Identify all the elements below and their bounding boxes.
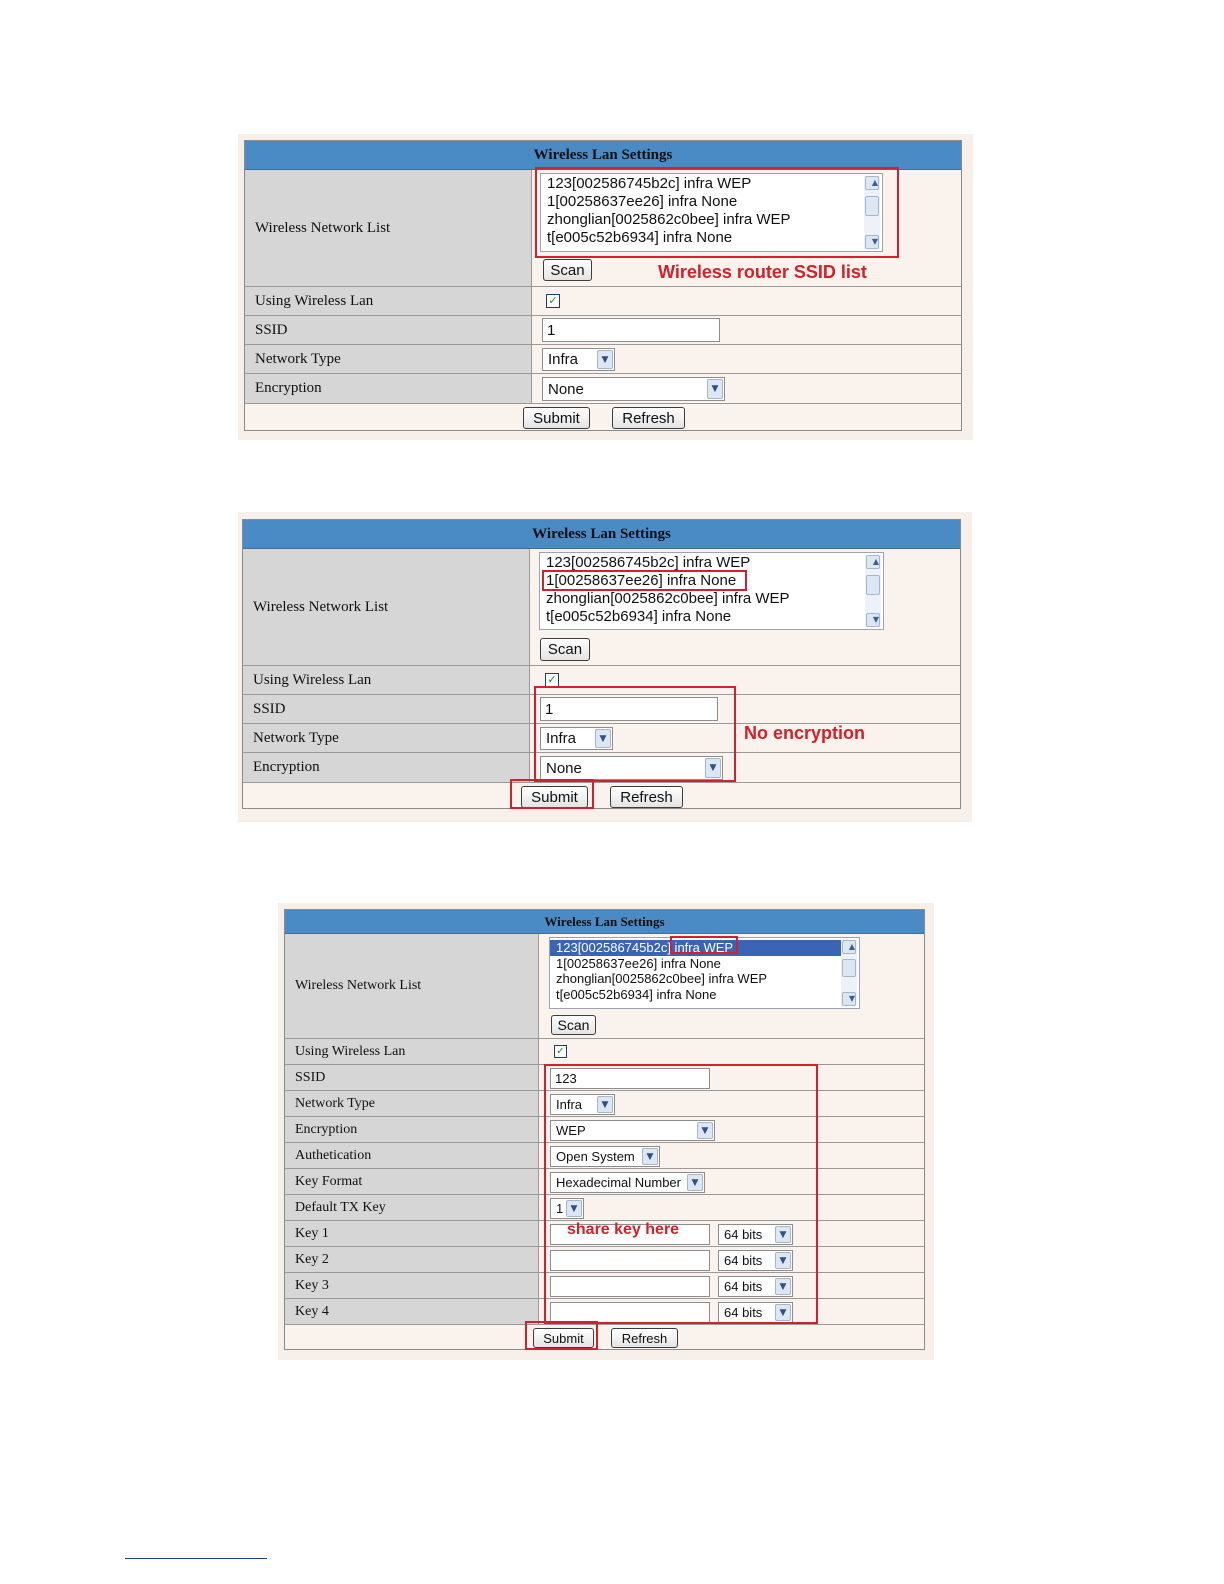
select-value: None bbox=[546, 759, 582, 777]
chevron-down-icon[interactable]: ▼ bbox=[865, 235, 879, 249]
highlight-settings bbox=[544, 1064, 818, 1324]
row-using-wireless bbox=[285, 1038, 924, 1064]
chevron-up-icon[interactable]: ▲ bbox=[865, 176, 879, 190]
network-list[interactable] bbox=[539, 552, 884, 630]
value-using-wireless bbox=[532, 287, 961, 315]
label-network-type: Network Type bbox=[245, 345, 532, 373]
table-header: Wireless Lan Settings bbox=[243, 520, 960, 549]
list-item[interactable]: 1[00258637ee26] infra None bbox=[546, 572, 737, 589]
submit-button[interactable]: Submit bbox=[523, 407, 590, 429]
chevron-down-icon[interactable]: ▼ bbox=[842, 992, 856, 1006]
highlight-selected-network bbox=[542, 570, 747, 591]
label-using-wireless: Using Wireless Lan bbox=[285, 1039, 539, 1064]
network-type-select[interactable] bbox=[542, 348, 615, 371]
label-network-list: Wireless Network List bbox=[285, 934, 539, 1038]
scan-button[interactable]: Scan bbox=[551, 1015, 596, 1035]
chevron-down-icon[interactable]: ▼ bbox=[775, 1304, 791, 1321]
label-encryption: Encryption bbox=[243, 753, 530, 782]
list-item-selected[interactable]: 123[002586745b2c] infra WEP bbox=[550, 940, 841, 956]
chevron-down-icon[interactable]: ▼ bbox=[866, 613, 880, 627]
label-key-4: Key 4 bbox=[285, 1299, 539, 1324]
value-network-list bbox=[530, 549, 960, 665]
refresh-button[interactable]: Refresh bbox=[610, 786, 683, 808]
label-network-type: Network Type bbox=[285, 1091, 539, 1116]
highlight-ssid-list bbox=[535, 167, 899, 258]
highlight-submit bbox=[510, 779, 594, 809]
select-value: Infra bbox=[548, 351, 579, 368]
label-key-1: Key 1 bbox=[285, 1221, 539, 1246]
highlight-submit bbox=[525, 1321, 598, 1350]
footnote-rule bbox=[125, 1558, 267, 1559]
chevron-down-icon[interactable]: ▼ bbox=[595, 729, 611, 748]
label-encryption: Encryption bbox=[245, 374, 532, 403]
chevron-down-icon[interactable]: ▼ bbox=[687, 1174, 703, 1191]
label-key-3: Key 3 bbox=[285, 1273, 539, 1298]
check-icon: ✓ bbox=[556, 1046, 565, 1057]
list-item[interactable]: 123[002586745b2c] infra WEP bbox=[547, 175, 752, 192]
select-value: Infra bbox=[546, 730, 577, 747]
list-item[interactable]: t[e005c52b6934] infra None bbox=[547, 229, 733, 246]
chevron-down-icon[interactable]: ▼ bbox=[566, 1200, 582, 1217]
label-encryption: Encryption bbox=[285, 1117, 539, 1142]
label-using-wireless: Using Wireless Lan bbox=[245, 287, 532, 315]
row-using-wireless bbox=[245, 286, 961, 315]
list-item[interactable]: t[e005c52b6934] infra None bbox=[546, 608, 732, 625]
chevron-down-icon[interactable]: ▼ bbox=[597, 1096, 613, 1113]
encryption-select[interactable] bbox=[542, 377, 725, 401]
list-item[interactable]: 1[00258637ee26] infra None bbox=[556, 955, 721, 971]
screenshot-3 bbox=[278, 903, 934, 1360]
label-ssid: SSID bbox=[285, 1065, 539, 1090]
value-network-type bbox=[532, 345, 961, 373]
chevron-up-icon[interactable]: ▲ bbox=[842, 940, 856, 954]
label-ssid: SSID bbox=[243, 695, 530, 723]
scrollbar[interactable] bbox=[865, 555, 881, 627]
list-item[interactable]: zhonglian[0025862c0bee] infra WEP bbox=[546, 590, 790, 607]
row-encryption bbox=[245, 373, 961, 403]
label-ssid: SSID bbox=[245, 316, 532, 344]
label-default-tx-key: Default TX Key bbox=[285, 1195, 539, 1220]
row-network-list bbox=[243, 549, 960, 665]
chevron-down-icon[interactable]: ▼ bbox=[597, 350, 613, 369]
screenshot-2 bbox=[238, 512, 972, 822]
chevron-down-icon[interactable]: ▼ bbox=[775, 1278, 791, 1295]
scroll-thumb[interactable] bbox=[842, 959, 856, 977]
chevron-down-icon[interactable]: ▼ bbox=[707, 379, 723, 399]
chevron-down-icon[interactable]: ▼ bbox=[705, 758, 721, 778]
value-encryption bbox=[532, 374, 961, 403]
scan-button[interactable]: Scan bbox=[543, 259, 592, 281]
select-value: 64 bits bbox=[724, 1305, 763, 1320]
label-using-wireless: Using Wireless Lan bbox=[243, 666, 530, 694]
label-key-2: Key 2 bbox=[285, 1247, 539, 1272]
ssid-input[interactable]: 123 bbox=[550, 1068, 710, 1089]
check-icon: ✓ bbox=[548, 294, 558, 307]
select-value: 1 bbox=[556, 1201, 564, 1216]
highlight-security-type bbox=[670, 936, 738, 954]
highlight-settings bbox=[534, 686, 736, 782]
table-header: Wireless Lan Settings bbox=[245, 141, 961, 170]
row-actions bbox=[285, 1324, 924, 1351]
row-actions bbox=[243, 782, 960, 810]
annotation-no-encryption: No encryption bbox=[744, 723, 866, 743]
select-value: Hexadecimal Number bbox=[556, 1175, 681, 1190]
row-network-list bbox=[285, 934, 924, 1038]
select-value: WEP bbox=[556, 1123, 586, 1138]
refresh-button[interactable]: Refresh bbox=[611, 1328, 678, 1348]
value-ssid bbox=[532, 316, 961, 344]
chevron-down-icon[interactable]: ▼ bbox=[775, 1226, 791, 1243]
chevron-down-icon[interactable]: ▼ bbox=[775, 1252, 791, 1269]
annotation-share-key: share key here bbox=[567, 1221, 680, 1238]
row-network-type bbox=[245, 344, 961, 373]
using-wireless-checkbox[interactable] bbox=[546, 294, 560, 308]
table-header: Wireless Lan Settings bbox=[285, 910, 924, 934]
list-item[interactable]: 123[002586745b2c] infra WEP bbox=[546, 554, 751, 571]
list-item[interactable]: 1[00258637ee26] infra None bbox=[547, 193, 738, 210]
check-icon: ✓ bbox=[547, 673, 557, 686]
scan-button[interactable]: Scan bbox=[540, 638, 590, 661]
list-item[interactable]: t[e005c52b6934] infra None bbox=[556, 986, 717, 1002]
ssid-input[interactable]: 1 bbox=[540, 697, 718, 721]
label-network-list: Wireless Network List bbox=[245, 170, 532, 286]
scrollbar[interactable] bbox=[841, 940, 857, 1006]
select-value: None bbox=[548, 380, 584, 398]
select-value: Open System bbox=[556, 1149, 635, 1164]
chevron-down-icon[interactable]: ▼ bbox=[697, 1122, 713, 1139]
label-network-type: Network Type bbox=[243, 724, 530, 752]
select-value: 64 bits bbox=[724, 1227, 763, 1242]
value-using-wireless bbox=[539, 1039, 924, 1064]
refresh-button[interactable]: Refresh bbox=[612, 407, 685, 429]
screenshot-1 bbox=[238, 134, 973, 440]
list-item[interactable]: zhonglian[0025862c0bee] infra WEP bbox=[556, 971, 768, 987]
list-item[interactable]: zhonglian[0025862c0bee] infra WEP bbox=[547, 211, 791, 228]
annotation-ssid-list: Wireless router SSID list bbox=[658, 262, 867, 282]
scroll-thumb[interactable] bbox=[866, 575, 880, 595]
label-key-format: Key Format bbox=[285, 1169, 539, 1194]
using-wireless-checkbox[interactable] bbox=[554, 1045, 567, 1058]
select-value: 64 bits bbox=[724, 1279, 763, 1294]
using-wireless-checkbox[interactable] bbox=[545, 673, 559, 687]
select-value: 64 bits bbox=[724, 1253, 763, 1268]
label-network-list: Wireless Network List bbox=[243, 549, 530, 665]
row-ssid bbox=[245, 315, 961, 344]
chevron-down-icon[interactable]: ▼ bbox=[642, 1148, 658, 1165]
ssid-input[interactable]: 1 bbox=[542, 318, 720, 342]
submit-button[interactable]: Submit bbox=[533, 1328, 594, 1348]
submit-button[interactable]: Submit bbox=[521, 786, 588, 808]
chevron-up-icon[interactable]: ▲ bbox=[866, 555, 880, 569]
select-value: Infra bbox=[556, 1097, 583, 1112]
row-actions bbox=[245, 403, 961, 432]
label-authentication: Authetication bbox=[285, 1143, 539, 1168]
